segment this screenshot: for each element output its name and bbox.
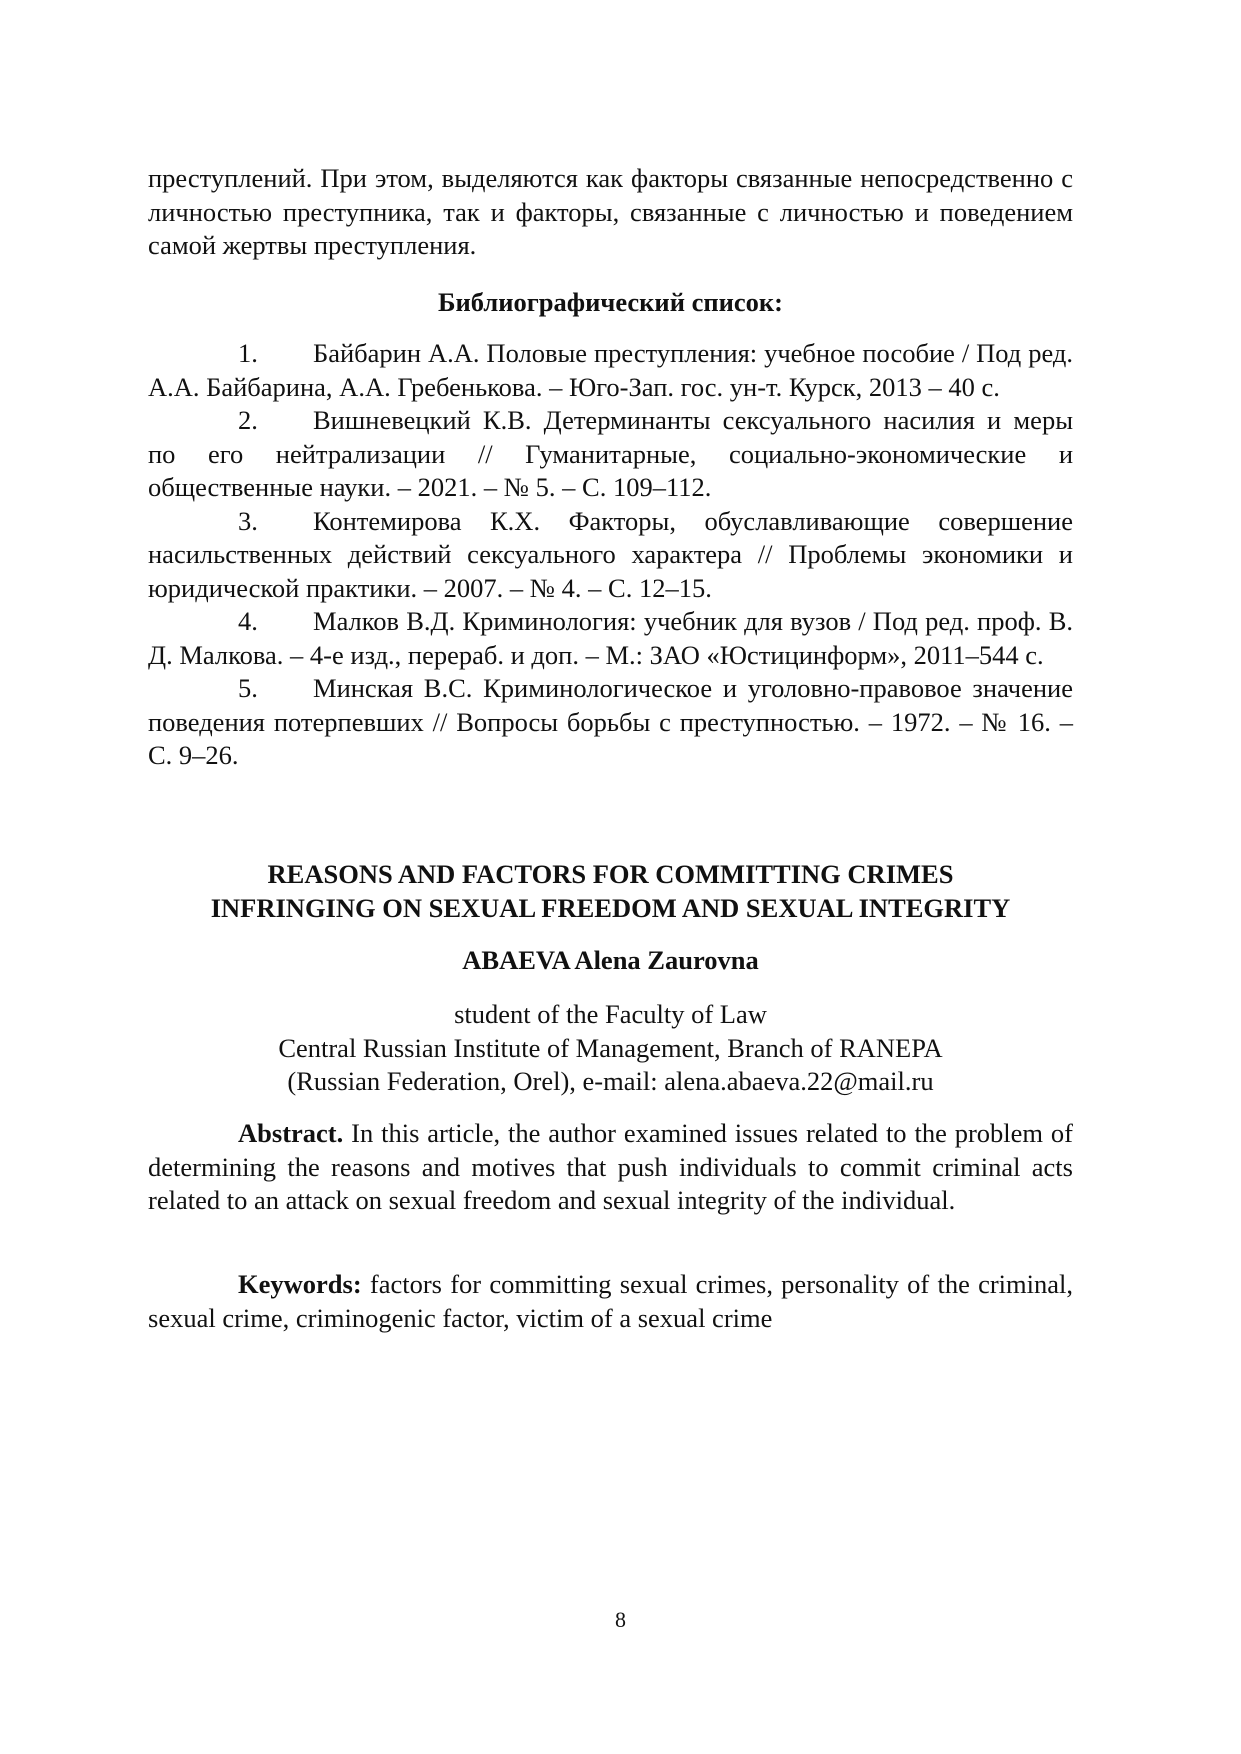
bibliography-item [148,404,1073,505]
author-affiliation [148,998,1073,1099]
article-title [148,858,1073,925]
bibliography-heading: Библиографический список: [437,287,784,317]
article-title-line: REASONS AND FACTORS FOR COMMITTING CRIMES [267,859,954,889]
bibliography-item-text: Минская В.С. Криминологическое и уголовно-правовое значение поведения потерпевших // Вопросы борьбы с преступностью. – 1972. – № 16. – С. 9–26. [148,673,1073,770]
affiliation-position: student of the Faculty of Law [454,999,767,1029]
bibliography-item-number: 1. [238,338,258,368]
bibliography-item-text: Вишневецкий К.В. Детерминанты сексуального насилия и меры по его нейтрализации // Гуманитарные, социально-экономические и общественные науки. – 2021. – № 5. – С. 109–112. [148,405,1073,502]
author-name: ABAEVA Alena Zaurovna [462,945,759,975]
bibliography-item-number: 4. [238,606,258,636]
bibliography-item-text: Байбарин А.А. Половые преступления: учебное пособие / Под ред. А.А. Байбарина, А.А. Гребенькова. – Юго-Зап. гос. ун-т. Курск, 2013 – 40 с. [148,338,1073,402]
article-title-line: INFRINGING ON SEXUAL FREEDOM AND SEXUAL INTEGRITY [210,892,1011,923]
affiliation-location-email: (Russian Federation, Orel), e-mail: alena.abaeva.22@mail.ru [287,1066,934,1096]
bibliography-item-number: 3. [238,505,258,536]
abstract-paragraph [148,1117,1073,1218]
bibliography-item [148,505,1073,606]
bibliography-item [148,605,1073,672]
bibliography-item [148,672,1073,773]
affiliation-institution: Central Russian Institute of Management, Branch of RANEPA [278,1032,943,1063]
bibliography-item-text: Малков В.Д. Криминология: учебник для вузов / Под ред. проф. В. Д. Малкова. – 4-е изд., перераб. и доп. – М.: ЗАО «Юстицинформ», 2011–544 с. [148,606,1073,670]
keywords-paragraph [148,1268,1073,1335]
intro-paragraph: преступлений. При этом, выделяются как факторы связанные непосредственно с личностью преступника, так и факторы, связанные с личностью и поведением самой жертвы преступления. [148,163,1073,260]
page-number: 8 [615,1607,626,1632]
bibliography-list [148,337,1073,773]
keywords-text: factors for committing sexual crimes, personality of the criminal, sexual crime, criminogenic factor, victim of a sexual crime [148,1269,1073,1333]
bibliography-item-number: 2. [238,405,258,435]
bibliography-item [148,337,1073,404]
abstract-text: In this article, the author examined issues related to the problem of determining the reasons and motives that push individuals to commit criminal acts related to an attack on sexual freedom and sexual integrity of the individual. [148,1118,1073,1215]
abstract-label: Abstract. [238,1118,344,1148]
keywords-label: Keywords: [238,1269,362,1299]
bibliography-item-text: Контемирова К.Х. Факторы, обуславливающие совершение насильственных действий сексуального характера // Проблемы экономики и юридической практики. – 2007. – № 4. – С. 12–15. [148,505,1073,603]
bibliography-item-number: 5. [238,673,258,703]
